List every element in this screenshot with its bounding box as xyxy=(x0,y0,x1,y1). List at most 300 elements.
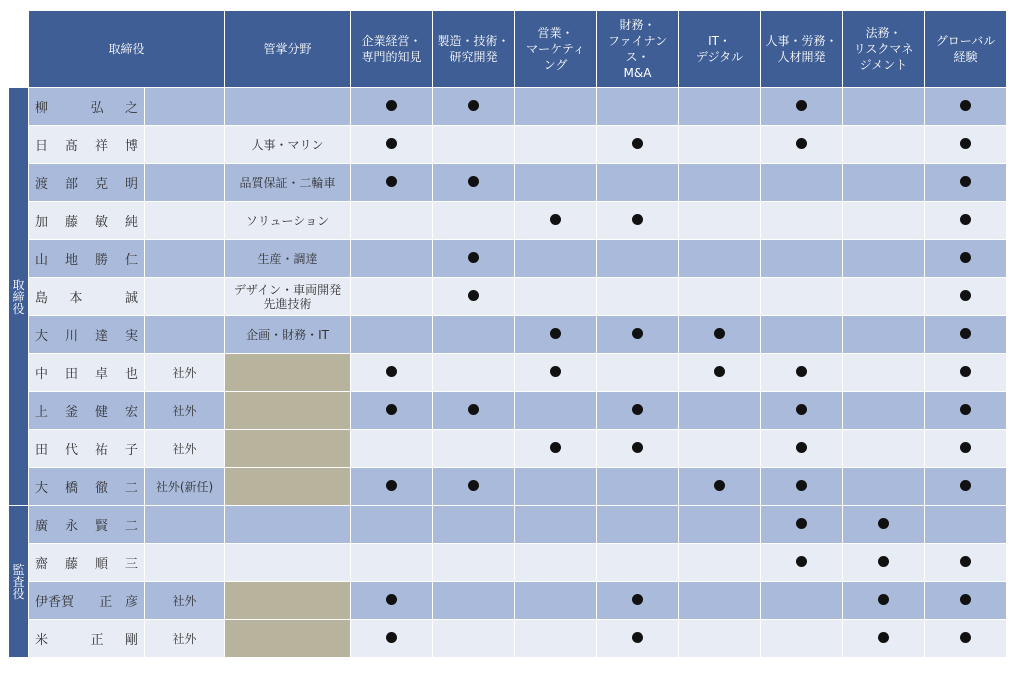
member-name xyxy=(29,354,145,392)
skill-dot-icon xyxy=(714,480,725,491)
skill-cell xyxy=(351,544,433,582)
skill-dot-icon xyxy=(960,176,971,187)
table-row xyxy=(9,316,1007,354)
header-corner xyxy=(9,11,29,88)
skill-cell xyxy=(679,240,761,278)
skill-dot-icon xyxy=(878,556,889,567)
skill-cell xyxy=(433,240,515,278)
skill-cell xyxy=(761,202,843,240)
table-row xyxy=(9,582,1007,620)
skill-cell xyxy=(433,506,515,544)
skill-cell xyxy=(597,468,679,506)
skill-cell xyxy=(679,126,761,164)
skill-dot-icon xyxy=(796,366,807,377)
skill-cell xyxy=(351,354,433,392)
member-name xyxy=(29,164,145,202)
skill-cell xyxy=(843,126,925,164)
skill-cell xyxy=(925,126,1007,164)
member-responsibility xyxy=(225,88,351,126)
skill-dot-icon xyxy=(796,556,807,567)
header-skill: 法務・ リスクマネ ジメント xyxy=(843,11,925,88)
skill-cell xyxy=(597,544,679,582)
member-name xyxy=(29,582,145,620)
member-name-char: 中 xyxy=(35,367,49,382)
table-row xyxy=(9,202,1007,240)
skill-cell xyxy=(761,88,843,126)
member-name xyxy=(29,544,145,582)
skill-cell xyxy=(679,468,761,506)
skill-dot-icon xyxy=(632,214,643,225)
skill-dot-icon xyxy=(468,290,479,301)
skill-dot-icon xyxy=(632,404,643,415)
skill-cell xyxy=(597,278,679,316)
member-name-char: 剛 xyxy=(124,633,138,648)
member-name-char: 誠 xyxy=(124,291,138,306)
skill-cell xyxy=(679,620,761,658)
skill-cell xyxy=(925,164,1007,202)
skill-cell xyxy=(679,202,761,240)
skill-dot-icon xyxy=(796,404,807,415)
skill-dot-icon xyxy=(632,632,643,643)
skills-matrix-table xyxy=(8,10,1007,658)
skill-dot-icon xyxy=(632,442,643,453)
skill-cell xyxy=(433,620,515,658)
skill-cell xyxy=(515,392,597,430)
skill-dot-icon xyxy=(960,290,971,301)
member-responsibility xyxy=(225,392,351,430)
skill-dot-icon xyxy=(468,176,479,187)
table-row xyxy=(9,506,1007,544)
member-name xyxy=(29,506,145,544)
skill-cell xyxy=(679,278,761,316)
member-name-char: 渡 xyxy=(35,177,49,192)
member-name-char: 純 xyxy=(124,215,138,230)
skill-cell xyxy=(679,88,761,126)
member-responsibility xyxy=(225,544,351,582)
skill-dot-icon xyxy=(960,556,971,567)
skill-cell xyxy=(761,126,843,164)
member-name xyxy=(29,316,145,354)
skill-cell xyxy=(843,316,925,354)
skill-cell xyxy=(433,392,515,430)
skill-cell xyxy=(761,430,843,468)
member-name-char: 実 xyxy=(124,329,138,344)
table-row xyxy=(9,164,1007,202)
member-tag xyxy=(145,88,225,126)
member-name xyxy=(29,202,145,240)
skill-dot-icon xyxy=(386,632,397,643)
skill-dot-icon xyxy=(632,138,643,149)
skill-cell xyxy=(925,506,1007,544)
member-tag xyxy=(145,544,225,582)
member-name-char: 大 xyxy=(35,329,49,344)
member-responsibility xyxy=(225,582,351,620)
member-name-char: 卓 xyxy=(94,367,108,382)
member-name xyxy=(29,88,145,126)
member-name-char: 加 xyxy=(35,215,49,230)
skill-cell xyxy=(515,620,597,658)
member-responsibility xyxy=(225,506,351,544)
member-name-char: 釜 xyxy=(64,405,78,420)
header-row xyxy=(9,11,1007,88)
skill-dot-icon xyxy=(960,214,971,225)
member-name-char: 祐 xyxy=(94,443,108,458)
skill-cell xyxy=(597,126,679,164)
skill-cell xyxy=(597,430,679,468)
skill-dot-icon xyxy=(796,442,807,453)
member-name-char: 二 xyxy=(124,519,138,534)
member-name xyxy=(29,392,145,430)
skill-cell xyxy=(351,88,433,126)
skill-cell xyxy=(351,430,433,468)
skill-cell xyxy=(515,126,597,164)
skill-cell xyxy=(433,468,515,506)
skill-dot-icon xyxy=(468,480,479,491)
skill-cell xyxy=(761,582,843,620)
skill-cell xyxy=(925,392,1007,430)
group-label-text: 監査役 xyxy=(12,562,25,601)
skill-cell xyxy=(761,620,843,658)
skill-cell xyxy=(925,354,1007,392)
skill-dot-icon xyxy=(960,442,971,453)
skill-dot-icon xyxy=(386,138,397,149)
skill-dot-icon xyxy=(960,100,971,111)
skill-dot-icon xyxy=(796,518,807,529)
skill-cell xyxy=(679,430,761,468)
header-skill: 人事・労務・ 人材開発 xyxy=(761,11,843,88)
member-name-char: 子 xyxy=(124,443,138,458)
skill-dot-icon xyxy=(386,176,397,187)
skill-cell xyxy=(515,240,597,278)
member-tag: 社外 xyxy=(145,354,225,392)
skill-dot-icon xyxy=(878,632,889,643)
table-row xyxy=(9,126,1007,164)
member-tag: 社外 xyxy=(145,620,225,658)
header-skill: 製造・技術・ 研究開発 xyxy=(433,11,515,88)
skill-cell xyxy=(843,392,925,430)
table-row xyxy=(9,354,1007,392)
skill-cell xyxy=(843,506,925,544)
member-tag xyxy=(145,278,225,316)
member-name-char: 本 xyxy=(69,291,83,306)
skill-cell xyxy=(679,392,761,430)
skill-cell xyxy=(925,240,1007,278)
skill-cell xyxy=(597,202,679,240)
member-name-char: 正 xyxy=(99,595,113,610)
group-label xyxy=(9,506,29,658)
skill-cell xyxy=(679,544,761,582)
member-name-char: 敏 xyxy=(94,215,108,230)
skill-cell xyxy=(351,126,433,164)
skill-cell xyxy=(515,544,597,582)
member-responsibility xyxy=(225,620,351,658)
skill-dot-icon xyxy=(550,214,561,225)
skill-cell xyxy=(761,544,843,582)
skill-dot-icon xyxy=(632,328,643,339)
member-responsibility xyxy=(225,468,351,506)
skill-dot-icon xyxy=(960,632,971,643)
member-name-char: 藤 xyxy=(64,215,78,230)
table-row xyxy=(9,392,1007,430)
skill-dot-icon xyxy=(796,138,807,149)
skill-cell xyxy=(597,506,679,544)
skill-dot-icon xyxy=(960,594,971,605)
skill-dot-icon xyxy=(796,100,807,111)
skill-dot-icon xyxy=(960,480,971,491)
skill-dot-icon xyxy=(714,328,725,339)
header-skill: IT・ デジタル xyxy=(679,11,761,88)
skill-cell xyxy=(515,88,597,126)
member-name-char: 米 xyxy=(35,633,49,648)
skill-cell xyxy=(761,468,843,506)
member-tag: 社外(新任) xyxy=(145,468,225,506)
member-name-char: 也 xyxy=(124,367,138,382)
skill-cell xyxy=(351,392,433,430)
member-name xyxy=(29,278,145,316)
member-name-char: 克 xyxy=(94,177,108,192)
skill-dot-icon xyxy=(960,404,971,415)
skill-cell xyxy=(351,620,433,658)
member-name-char: 明 xyxy=(124,177,138,192)
member-name-char: 祥 xyxy=(94,139,108,154)
skill-dot-icon xyxy=(468,252,479,263)
member-name-char: 柳 xyxy=(35,101,49,116)
skill-cell xyxy=(843,544,925,582)
member-name-char: 部 xyxy=(64,177,78,192)
member-name xyxy=(29,126,145,164)
member-name-char: 田 xyxy=(64,367,78,382)
skill-dot-icon xyxy=(632,594,643,605)
member-name-char: 順 xyxy=(94,557,108,572)
skill-dot-icon xyxy=(550,442,561,453)
header-skill: 営業・ マーケティ ング xyxy=(515,11,597,88)
skill-dot-icon xyxy=(960,328,971,339)
member-tag xyxy=(145,316,225,354)
member-responsibility xyxy=(225,430,351,468)
member-name-char: 博 xyxy=(124,139,138,154)
table-row xyxy=(9,278,1007,316)
member-responsibility: 企画・財務・IT xyxy=(225,316,351,354)
member-tag xyxy=(145,126,225,164)
skill-cell xyxy=(761,316,843,354)
skill-dot-icon xyxy=(468,404,479,415)
member-tag xyxy=(145,240,225,278)
member-name xyxy=(29,468,145,506)
skill-cell xyxy=(843,468,925,506)
skill-cell xyxy=(843,88,925,126)
group-label xyxy=(9,88,29,506)
skill-dot-icon xyxy=(960,366,971,377)
skill-cell xyxy=(761,240,843,278)
skill-cell xyxy=(925,582,1007,620)
table-row xyxy=(9,468,1007,506)
skill-cell xyxy=(515,316,597,354)
skill-cell xyxy=(515,164,597,202)
skill-cell xyxy=(843,164,925,202)
member-name xyxy=(29,430,145,468)
skill-cell xyxy=(597,240,679,278)
skill-dot-icon xyxy=(714,366,725,377)
skill-cell xyxy=(925,468,1007,506)
skill-dot-icon xyxy=(386,480,397,491)
skill-cell xyxy=(597,354,679,392)
skill-dot-icon xyxy=(386,100,397,111)
member-name-char: 彦 xyxy=(124,595,138,610)
skill-cell xyxy=(515,278,597,316)
member-name-char: 永 xyxy=(64,519,78,534)
member-name-char: 藤 xyxy=(64,557,78,572)
skill-cell xyxy=(597,88,679,126)
skill-cell xyxy=(515,430,597,468)
skill-cell xyxy=(433,582,515,620)
table-row xyxy=(9,240,1007,278)
skill-cell xyxy=(925,278,1007,316)
table-row xyxy=(9,88,1007,126)
skill-cell xyxy=(761,278,843,316)
skill-cell xyxy=(925,544,1007,582)
member-name-char: 勝 xyxy=(94,253,108,268)
skill-cell xyxy=(925,316,1007,354)
skill-cell xyxy=(761,354,843,392)
member-name-char: 徹 xyxy=(94,481,108,496)
skill-cell xyxy=(925,88,1007,126)
member-name-char: 田 xyxy=(35,443,49,458)
member-name-char: 廣 xyxy=(35,519,49,534)
skill-cell xyxy=(679,582,761,620)
member-name-char: 代 xyxy=(64,443,78,458)
skill-cell xyxy=(925,202,1007,240)
skill-dot-icon xyxy=(796,480,807,491)
member-name-char: 宏 xyxy=(124,405,138,420)
skill-dot-icon xyxy=(386,366,397,377)
skill-cell xyxy=(515,582,597,620)
header-responsibility: 管掌分野 xyxy=(225,11,351,88)
skill-cell xyxy=(679,164,761,202)
skill-cell xyxy=(433,88,515,126)
skill-cell xyxy=(515,354,597,392)
member-name-char: 正 xyxy=(90,633,104,648)
skill-cell xyxy=(679,506,761,544)
member-name-char: 之 xyxy=(124,101,138,116)
member-responsibility xyxy=(225,354,351,392)
skill-cell xyxy=(843,202,925,240)
skill-cell xyxy=(761,506,843,544)
skill-cell xyxy=(761,392,843,430)
member-name-char: 齋 xyxy=(35,557,49,572)
skill-cell xyxy=(433,164,515,202)
member-name xyxy=(29,240,145,278)
skill-cell xyxy=(433,278,515,316)
skill-cell xyxy=(843,278,925,316)
skill-dot-icon xyxy=(386,404,397,415)
table-row xyxy=(9,430,1007,468)
skill-cell xyxy=(351,506,433,544)
skill-cell xyxy=(761,164,843,202)
skill-cell xyxy=(351,316,433,354)
member-name-char: 川 xyxy=(64,329,78,344)
skill-cell xyxy=(351,468,433,506)
member-tag xyxy=(145,506,225,544)
member-tag xyxy=(145,202,225,240)
member-name-char: 地 xyxy=(64,253,78,268)
skill-cell xyxy=(515,506,597,544)
member-name-char: 三 xyxy=(124,557,138,572)
skill-cell xyxy=(597,582,679,620)
member-name-char: 達 xyxy=(94,329,108,344)
member-responsibility: デザイン・車両開発 先進技術 xyxy=(225,278,351,316)
skill-dot-icon xyxy=(550,366,561,377)
member-name xyxy=(29,620,145,658)
member-name-char: 弘 xyxy=(90,101,104,116)
member-name-char: 山 xyxy=(35,253,49,268)
member-name-char: 賢 xyxy=(94,519,108,534)
group-label-text: 取締役 xyxy=(12,277,25,316)
skill-cell xyxy=(843,430,925,468)
skill-cell xyxy=(433,126,515,164)
member-responsibility: 品質保証・二輪車 xyxy=(225,164,351,202)
skill-cell xyxy=(597,316,679,354)
skill-dot-icon xyxy=(960,138,971,149)
skill-dot-icon xyxy=(960,252,971,263)
skill-cell xyxy=(843,582,925,620)
member-responsibility: ソリューション xyxy=(225,202,351,240)
member-name-char: 日 xyxy=(35,139,49,154)
member-responsibility: 人事・マリン xyxy=(225,126,351,164)
member-name-char: 二 xyxy=(124,481,138,496)
skill-cell xyxy=(843,620,925,658)
member-name-char: 髙 xyxy=(64,139,78,154)
skill-cell xyxy=(351,240,433,278)
skill-cell xyxy=(597,620,679,658)
skill-cell xyxy=(515,202,597,240)
header-skill: 財務・ ファイナンス・ M&A xyxy=(597,11,679,88)
member-responsibility: 生産・調達 xyxy=(225,240,351,278)
skill-cell xyxy=(433,354,515,392)
skill-cell xyxy=(351,164,433,202)
skill-cell xyxy=(433,430,515,468)
member-tag: 社外 xyxy=(145,582,225,620)
header-skill: グローバル 経験 xyxy=(925,11,1007,88)
skill-cell xyxy=(433,544,515,582)
skill-dot-icon xyxy=(878,594,889,605)
skill-cell xyxy=(351,202,433,240)
skill-dot-icon xyxy=(878,518,889,529)
header-skill: 企業経営・ 専門的知見 xyxy=(351,11,433,88)
skill-dot-icon xyxy=(550,328,561,339)
skill-cell xyxy=(597,392,679,430)
header-director: 取締役 xyxy=(29,11,225,88)
skill-cell xyxy=(433,316,515,354)
member-tag xyxy=(145,164,225,202)
member-name-char: 上 xyxy=(35,405,49,420)
skill-cell xyxy=(597,164,679,202)
skill-cell xyxy=(351,278,433,316)
member-name-char: 島 xyxy=(35,291,49,306)
member-name-char: 仁 xyxy=(124,253,138,268)
skill-cell xyxy=(515,468,597,506)
member-tag: 社外 xyxy=(145,430,225,468)
skill-cell xyxy=(679,316,761,354)
skill-cell xyxy=(925,430,1007,468)
skill-cell xyxy=(679,354,761,392)
skill-dot-icon xyxy=(468,100,479,111)
matrix-body xyxy=(9,88,1007,658)
skill-cell xyxy=(925,620,1007,658)
table-row xyxy=(9,544,1007,582)
table-row xyxy=(9,620,1007,658)
skill-cell xyxy=(351,582,433,620)
member-name-char: 伊香賀 xyxy=(35,595,75,610)
